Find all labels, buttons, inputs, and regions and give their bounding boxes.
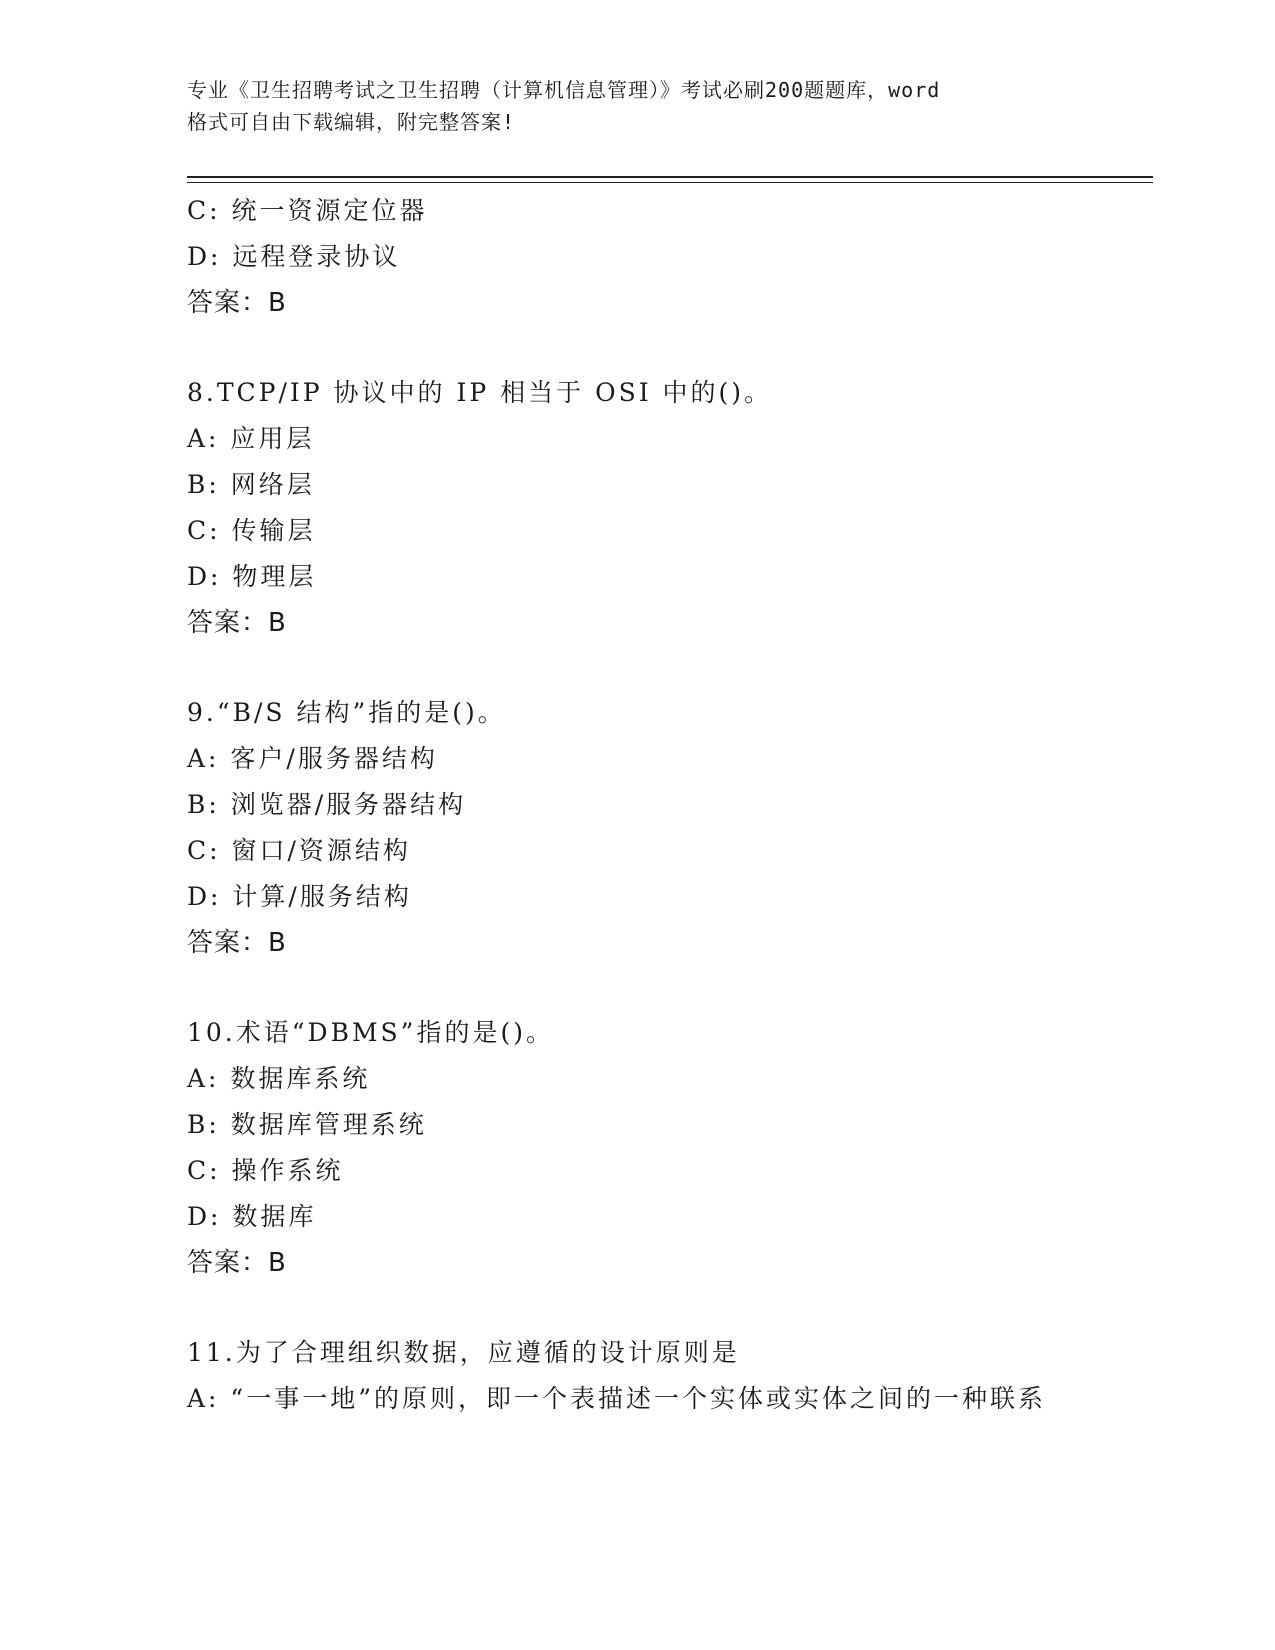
option-b: B: 网络层	[187, 470, 315, 499]
option-d: D: 物理层	[187, 562, 317, 591]
question-7-continued	[187, 188, 1107, 326]
document-header	[187, 74, 1107, 138]
question-stem: 9.“B/S 结构”指的是()。	[187, 698, 506, 727]
question-8	[187, 370, 1107, 646]
answer: 答案：B	[187, 608, 287, 638]
header-line-2: 格式可自由下载编辑，附完整答案!	[187, 110, 516, 134]
option-a: A: 应用层	[187, 424, 315, 453]
option-c: C: 操作系统	[187, 1156, 344, 1185]
spacer	[187, 326, 1107, 370]
question-stem: 10.术语“DBMS”指的是()。	[187, 1018, 554, 1047]
option-a: A: 数据库系统	[187, 1064, 371, 1093]
option-a: A: “一事一地”的原则，即一个表描述一个实体或实体之间的一种联系	[187, 1384, 1046, 1413]
option-b: B: 浏览器/服务器结构	[187, 790, 467, 819]
option-c: C: 统一资源定位器	[187, 196, 428, 225]
answer: 答案：B	[187, 288, 287, 318]
question-list	[187, 188, 1107, 1422]
option-d: D: 数据库	[187, 1202, 317, 1231]
spacer	[187, 646, 1107, 690]
header-divider-thick	[187, 176, 1153, 178]
option-d: D: 计算/服务结构	[187, 882, 412, 911]
answer: 答案：B	[187, 1248, 287, 1278]
option-d: D: 远程登录协议	[187, 242, 401, 271]
header-line-1: 专业《卫生招聘考试之卫生招聘（计算机信息管理）》考试必刷200题题库，word	[187, 78, 941, 102]
question-stem: 11.为了合理组织数据，应遵循的设计原则是	[187, 1338, 740, 1367]
header-divider-thin	[187, 182, 1153, 183]
question-stem: 8.TCP/IP 协议中的 IP 相当于 OSI 中的()。	[187, 378, 773, 407]
spacer	[187, 1286, 1107, 1330]
option-a: A: 客户/服务器结构	[187, 744, 438, 773]
question-11	[187, 1330, 1107, 1422]
option-b: B: 数据库管理系统	[187, 1110, 427, 1139]
question-9	[187, 690, 1107, 966]
spacer	[187, 966, 1107, 1010]
option-c: C: 窗口/资源结构	[187, 836, 411, 865]
option-c: C: 传输层	[187, 516, 316, 545]
question-10	[187, 1010, 1107, 1286]
answer: 答案：B	[187, 928, 287, 958]
